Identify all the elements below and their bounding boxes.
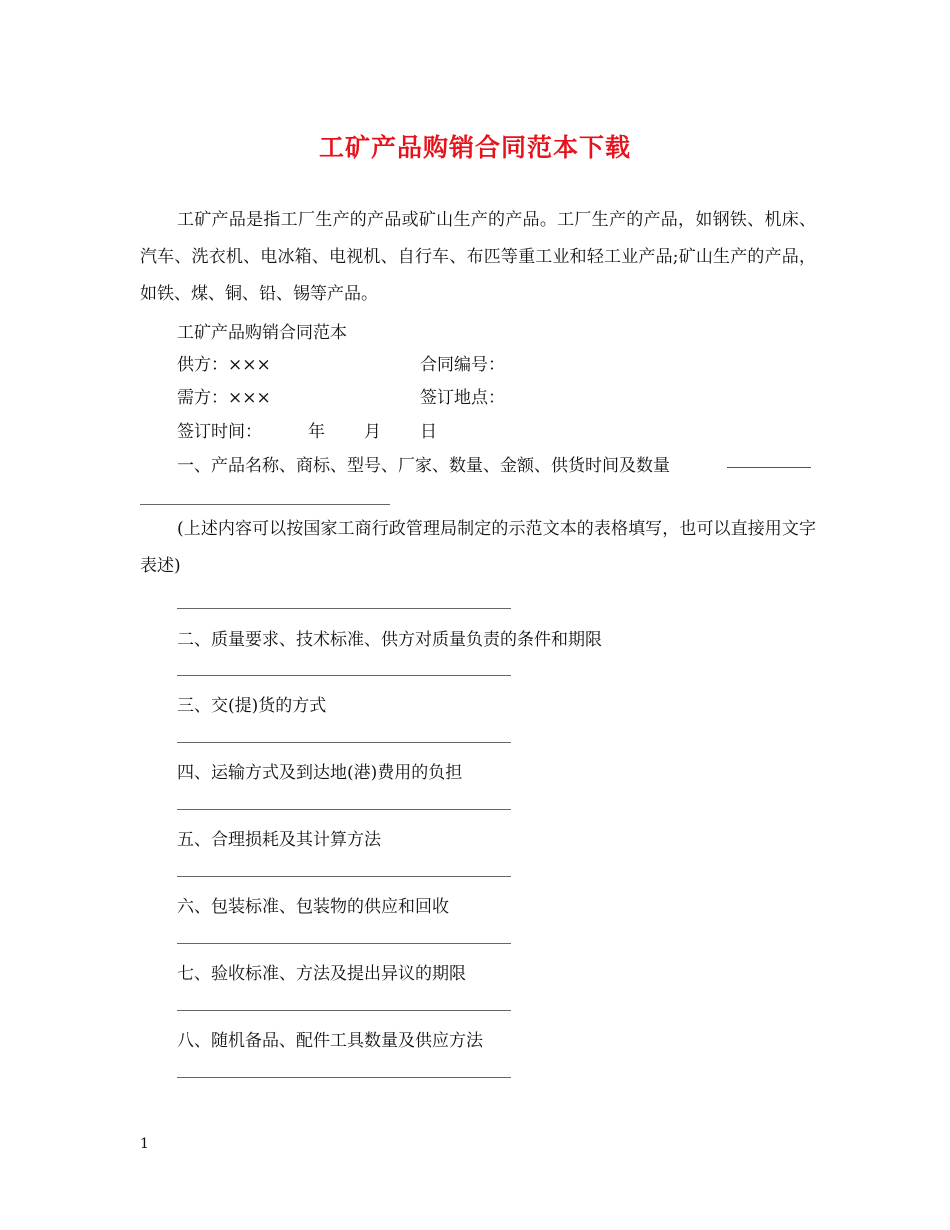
buyer-field: 需方：×××	[177, 388, 271, 408]
fill-in-line	[177, 608, 511, 609]
clause-5: 五、合理损耗及其计算方法	[177, 830, 381, 850]
note-paragraph: (上述内容可以按国家工商行政管理局制定的示范文本的表格填写，也可以直接用文字表述)	[140, 519, 816, 576]
contract-number-field: 合同编号：	[420, 355, 505, 375]
clause-3: 三、交(提)货的方式	[177, 696, 327, 716]
fill-in-line	[177, 876, 511, 877]
clause-6: 六、包装标准、包装物的供应和回收	[177, 897, 449, 917]
month-label: 月	[364, 422, 381, 442]
year-label: 年	[308, 422, 325, 442]
clause-1-blank-line	[727, 467, 811, 468]
contract-heading: 工矿产品购销合同范本	[177, 323, 347, 343]
clause-1: 一、产品名称、商标、型号、厂家、数量、金额、供货时间及数量	[177, 456, 670, 476]
sign-place-field: 签订地点：	[420, 388, 505, 408]
fill-in-line	[177, 675, 511, 676]
fill-in-line	[177, 742, 511, 743]
clause-4: 四、运输方式及到达地(港)费用的负担	[177, 763, 463, 783]
intro-paragraph: 工矿产品是指工厂生产的产品或矿山生产的产品。工厂生产的产品，如钢铁、机床、汽车、洗衣机、电冰箱、电视机、自行车、布匹等重工业和轻工业产品;矿山生产的产品，如铁、煤、铜、铅、锡等产品。	[140, 210, 816, 304]
fill-in-line	[177, 943, 511, 944]
fill-in-line	[177, 1010, 511, 1011]
clause-7: 七、验收标准、方法及提出异议的期限	[177, 964, 466, 984]
day-label: 日	[420, 422, 437, 442]
supplier-field: 供方：×××	[177, 355, 271, 375]
fill-in-line	[177, 809, 511, 810]
fill-in-line	[177, 1077, 511, 1078]
sign-time-field: 签订时间：	[177, 422, 262, 442]
clause-1-continuation-line	[140, 504, 390, 505]
document-title: 工矿产品购销合同范本下载	[318, 133, 631, 162]
page-number: 1	[140, 1136, 149, 1152]
clause-2: 二、质量要求、技术标准、供方对质量负责的条件和期限	[177, 630, 602, 650]
clause-8: 八、随机备品、配件工具数量及供应方法	[177, 1031, 483, 1051]
